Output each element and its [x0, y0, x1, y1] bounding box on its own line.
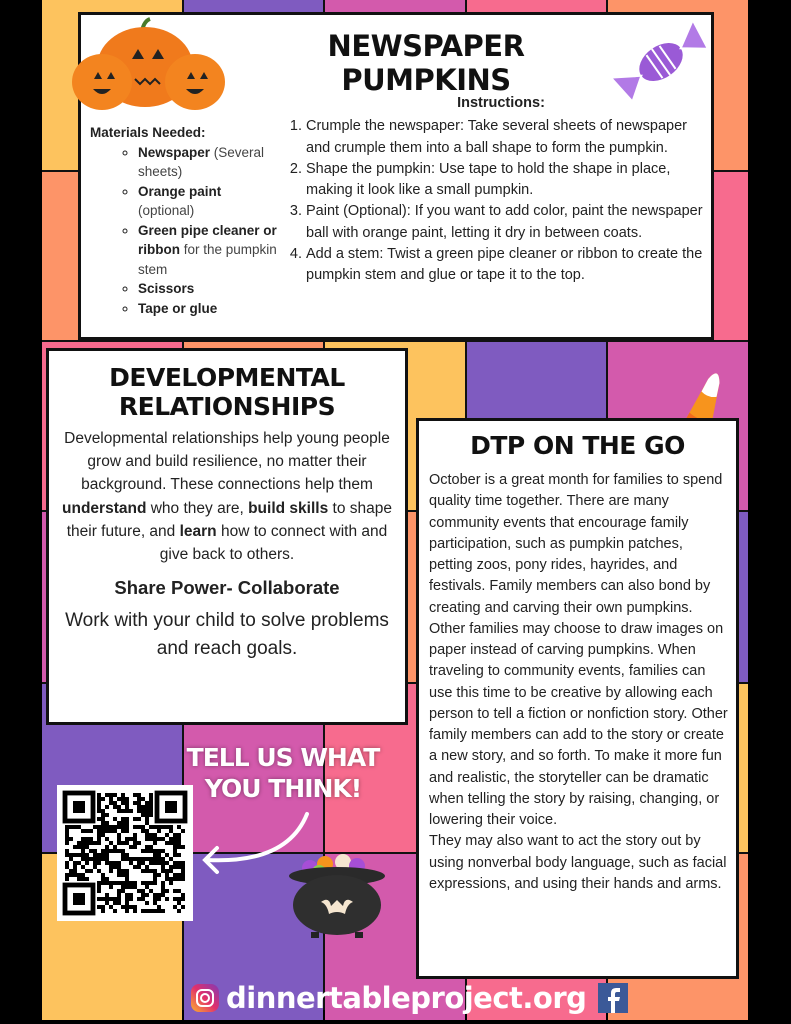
instructions	[291, 93, 706, 287]
dtp-on-the-go-card	[416, 418, 739, 979]
dtp-paragraph-2: They may also want to act the story out by using nonverbal body language, such as facial expressions, and using their hands and arms.	[429, 833, 727, 892]
instruction-step: 4. Add a stem: Twist a green pipe cleaner or ribbon to create the pumpkin stem and glue or tape it to the top.	[306, 244, 706, 287]
dev-subheading: Share Power- Collaborate	[114, 577, 340, 599]
materials-heading: Materials Needed:	[90, 125, 206, 140]
dtp-title: DTP ON THE GO	[470, 431, 685, 460]
instagram-icon[interactable]	[190, 983, 220, 1013]
instruction-step: 1. Crumple the newspaper: Take several sheets of newspaper and crumple them into a ball shape to form the pumpkin.	[306, 116, 706, 159]
qr-code[interactable]	[57, 785, 193, 921]
developmental-relationships-card	[46, 348, 408, 725]
material-item: ◦ Green pipe cleaner or ribbon for the pumpkin stem	[138, 221, 280, 280]
instruction-step: 2. Shape the pumpkin: Use tape to hold the shape in place, making it look like a small pumpkin.	[306, 159, 706, 202]
newspaper-pumpkins-card	[78, 12, 714, 340]
dev-text: Work with your child to solve problems and reach goals.	[65, 610, 389, 660]
dev-paragraph: Developmental relationships help young people grow and build resilience, no matter their background. These connections help them understand who they are, build skills to shape their future, and learn how to connect with and give back to others.	[62, 430, 392, 564]
footer	[190, 978, 650, 1018]
instructions-heading: Instructions:	[457, 95, 545, 111]
material-item: ◦ Newspaper (Several sheets)	[138, 143, 280, 182]
facebook-icon[interactable]	[598, 983, 628, 1013]
pumpkins-icon	[67, 17, 237, 112]
instruction-step: 3. Paint (Optional): If you want to add color, paint the newspaper ball with orange paint, letting it dry in between coats.	[306, 201, 706, 244]
newspaper-title: NEWSPAPER PUMPKINS	[327, 29, 525, 97]
material-item: ◦ Tape or glue	[138, 299, 280, 319]
feedback-heading: TELL US WHAT YOU THINK!	[186, 743, 380, 803]
materials-list	[90, 123, 280, 318]
cauldron-icon	[285, 850, 389, 940]
website-link[interactable]: dinnertableproject.org	[226, 981, 587, 1015]
dev-title: DEVELOPMENTAL RELATIONSHIPS	[109, 363, 345, 421]
material-item: ◦ Orange paint (optional)	[138, 182, 280, 221]
material-item: ◦ Scissors	[138, 279, 280, 299]
dtp-paragraph: October is a great month for families to spend quality time together. There are many community events that encourage family participation, such as pumpkin patches, petting zoos, pony rides, hayrides, and festivals. Family members can also bond by creating and carving their own pumpkins. Other families may choose to draw images on paper instead of carving pumpkins. When traveling to community events, families can use this time to be creative by allowing each person to tell a fiction or nonfiction story. Other family members can add to the story or create a new story, and so forth. To make it more fun and realistic, the storyteller can be dramatic when telling the story by raising, changing, or lowering their voice.	[429, 472, 728, 828]
